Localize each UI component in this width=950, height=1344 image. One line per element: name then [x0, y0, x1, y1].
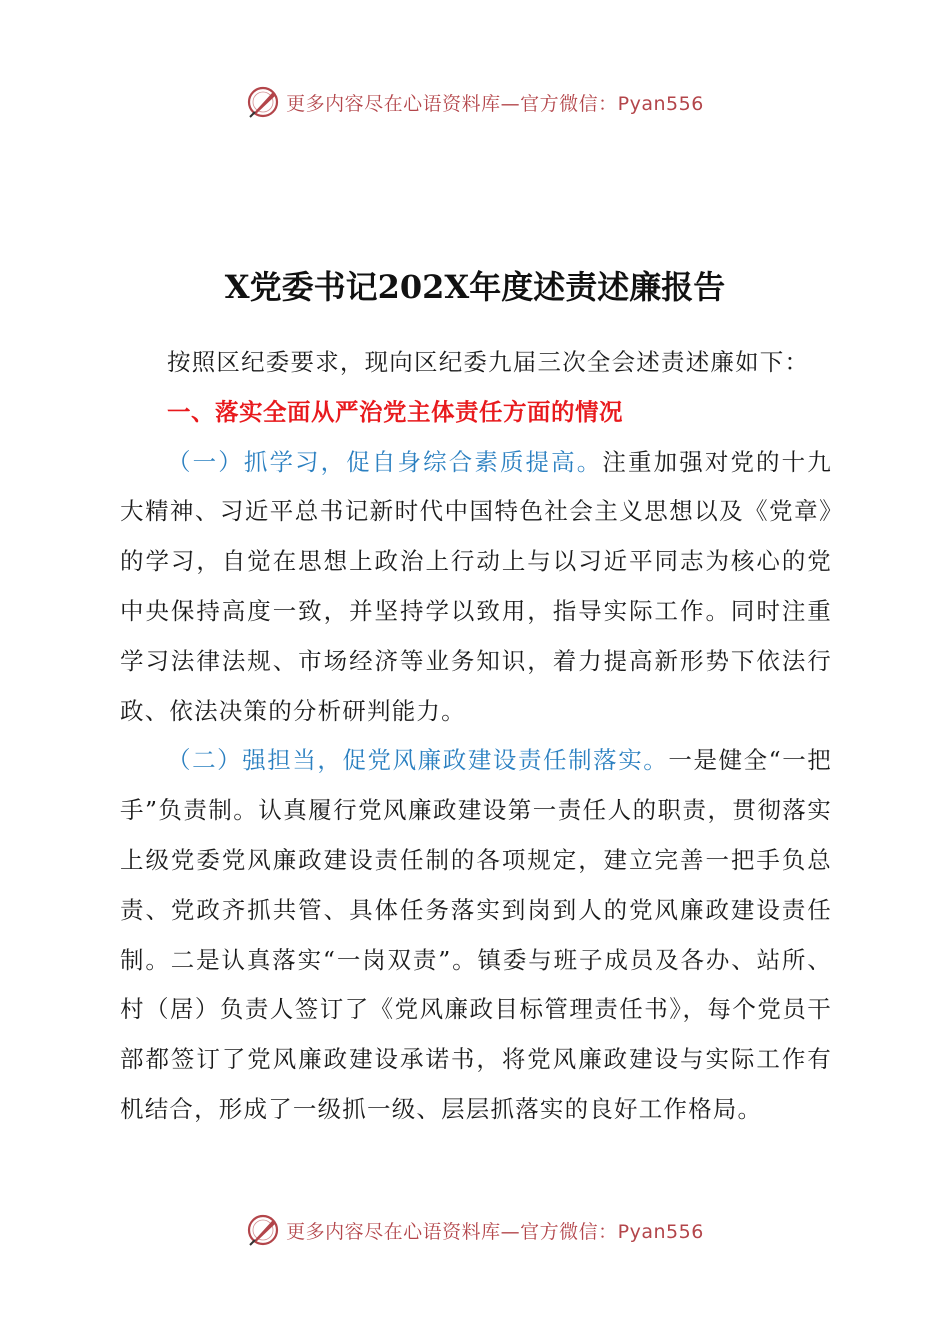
- watermark-banner-bottom: [0, 1210, 950, 1250]
- subsection-paragraph-1: [120, 438, 832, 737]
- watermark-slogan: 更多内容尽在心语资料库—官方微信：Pyan556: [286, 1220, 704, 1243]
- intro-paragraph: 按照区纪委要求，现向区纪委九届三次全会述责述廉如下：: [167, 348, 810, 376]
- watermark-banner-top: [0, 82, 950, 122]
- watermark-slogan: 更多内容尽在心语资料库—官方微信：Pyan556: [286, 92, 704, 115]
- quill-pen-logo-icon: [246, 1213, 280, 1247]
- quill-pen-logo-icon: [246, 85, 280, 119]
- document-body: [120, 338, 832, 1135]
- document-title: X党委书记202X年度述责述廉报告: [224, 268, 726, 306]
- subsection-body-1: 注重加强对党的十九大精神、习近平总书记新时代中国特色社会主义思想以及《党章》的学习，自觉在思想上政治上行动上与以习近平同志为核心的党中央保持高度一致，并坚持学以致用，指导实际工作。同时注重学习法律法规、市场经济等业务知识，着力提高新形势下依法行政、依法决策的分析研判能力。: [120, 447, 832, 725]
- subsection-heading-1: （一）抓学习，促自身综合素质提高。: [167, 447, 603, 476]
- subsection-heading-2: （二）强担当，促党风廉政建设责任制落实。: [167, 746, 669, 775]
- subsection-paragraph-2: [120, 736, 832, 1134]
- subsection-body-2: 一是健全“一把手”负责制。认真履行党风廉政建设第一责任人的职责，贯彻落实上级党委党风廉政建设责任制的各项规定，建立完善一把手负总责、党政齐抓共管、具体任务落实到岗到人的党风廉政建设责任制。二是认真落实“一岗双责”。镇委与班子成员及各办、站所、村（居）负责人签订了《党风廉政目标管理责任书》，每个党员干部都签订了党风廉政建设承诺书，将党风廉政建设与实际工作有机结合，形成了一级抓一级、层层抓落实的良好工作格局。: [120, 746, 832, 1123]
- section-heading-1: 一、落实全面从严治党主体责任方面的情况: [167, 397, 623, 426]
